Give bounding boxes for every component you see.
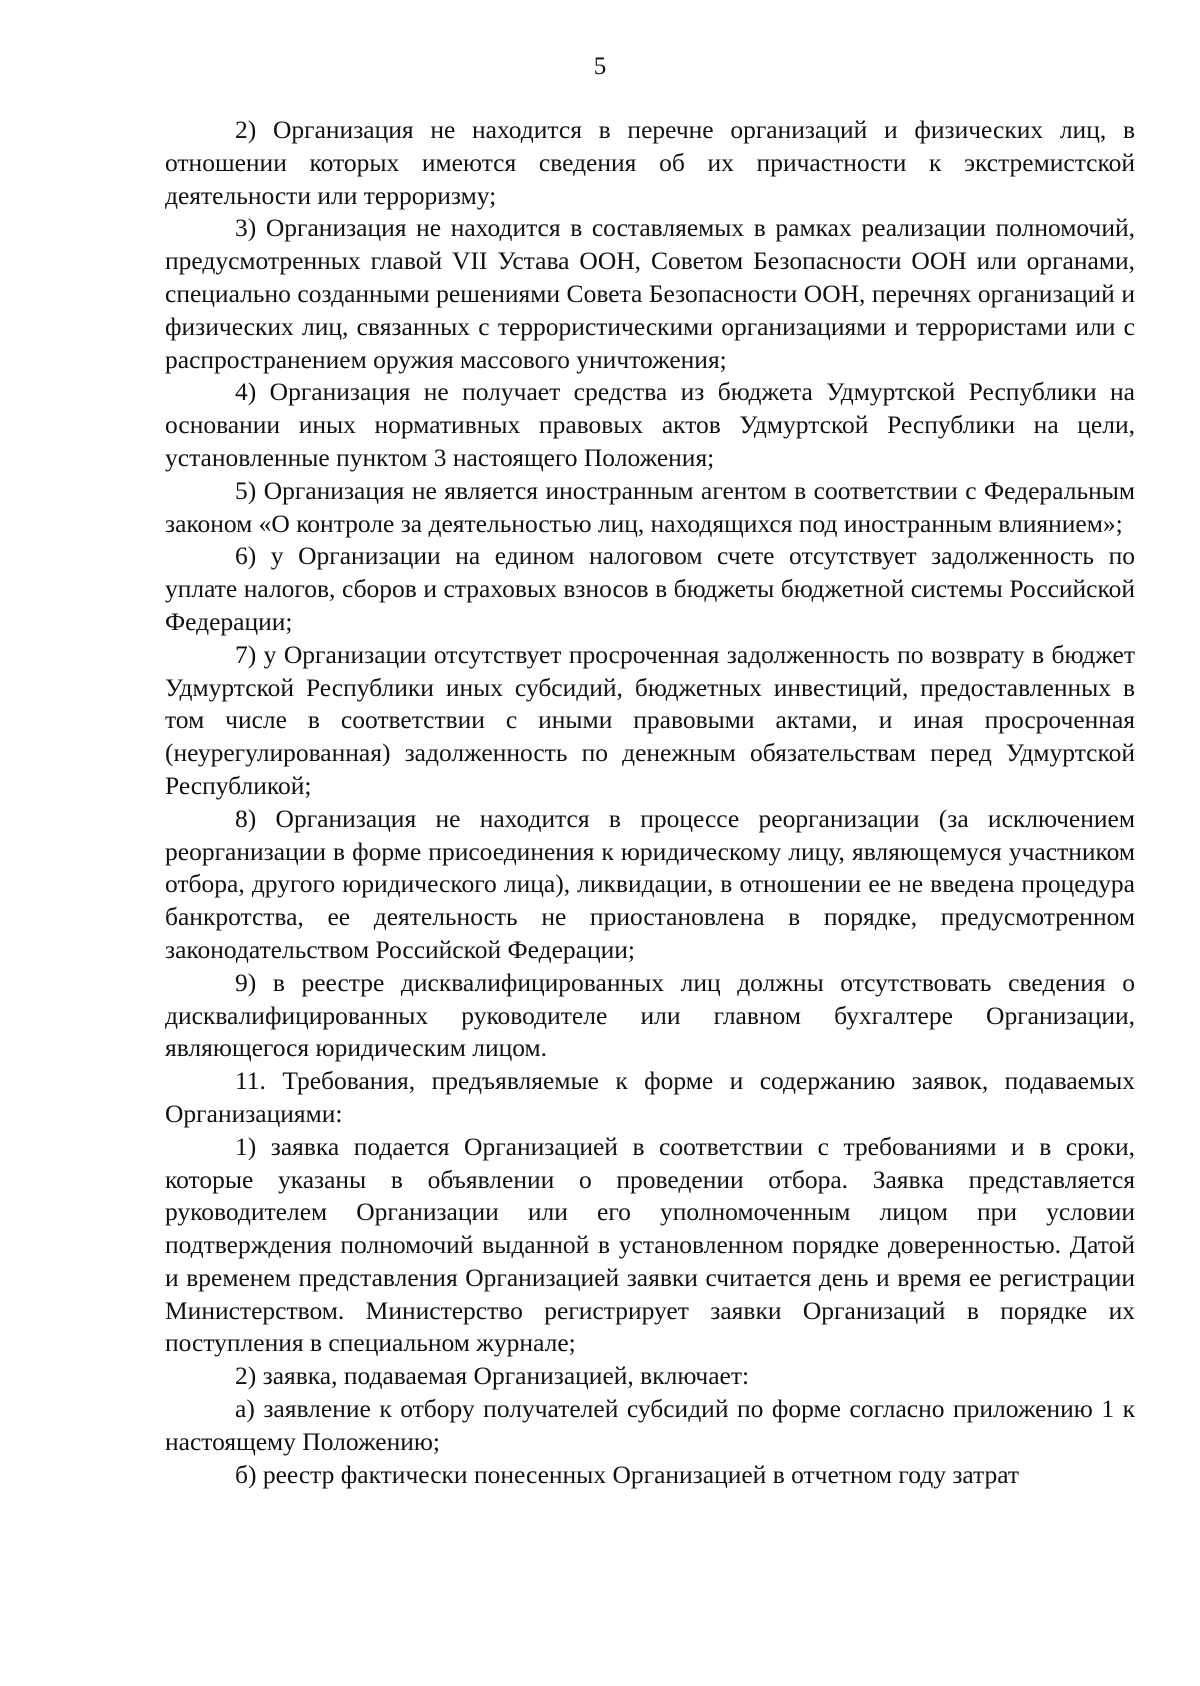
- paragraph-item-2: 2) Организация не находится в перечне организаций и физических лиц, в отношении которых имеются сведения об их причастности к экстремистской деятельности или терроризму;: [165, 115, 1135, 210]
- document-body: [165, 114, 1135, 1491]
- paragraph-item-9: 9) в реестре дисквалифицированных лиц должны отсутствовать сведения о дисквалифицированных руководителе или главном бухгалтере Организации, являющегося юридическим лицом.: [165, 967, 1135, 1063]
- paragraph-item-6: 6) у Организации на едином налоговом счете отсутствует задолженность по уплате налогов, сборов и страховых взносов в бюджеты бюджетной системы Российской Федерации;: [165, 541, 1135, 636]
- paragraph-item-3: 3) Организация не находится в составляемых в рамках реализации полномочий, предусмотренных главой VII Устава ООН, Советом Безопасности ООН или органами, специально созданными решениями Совета Безопасности ООН, перечнях организаций и физических лиц, связанных с террористическими организациями и террористами или с распространением оружия массового уничтожения;: [165, 213, 1135, 374]
- page-number: 5: [593, 53, 607, 80]
- paragraph-item-8: 8) Организация не находится в процессе реорганизации (за исключением реорганизации в форме присоединения к юридическому лицу, являющемуся участником отбора, другого юридического лица), ликвидации, в отношении ее не введена процедура банкротства, ее деятельность не приостановлена в порядке, предусмотренном законодательством Российской Федерации;: [165, 803, 1135, 964]
- paragraph-item-4: 4) Организация не получает средства из бюджета Удмуртской Республики на основании иных нормативных правовых актов Удмуртской Республики на цели, установленные пунктом 3 настоящего Положения;: [165, 377, 1135, 472]
- paragraph-item-5: 5) Организация не является иностранным агентом в соответствии с Федеральным законом «О контроле за деятельностью лиц, находящихся под иностранным влиянием»;: [165, 475, 1135, 538]
- section-11-heading: 11. Требования, предъявляемые к форме и содержанию заявок, подаваемых Организациями:: [165, 1066, 1135, 1128]
- paragraph-subitem-2: 2) заявка, подаваемая Организацией, включает:: [235, 1361, 750, 1391]
- paragraph-subitem-1: 1) заявка подается Организацией в соответствии с требованиями и в сроки, которые указаны в объявлении о проведении отбора. Заявка представляется руководителем Организации или его уполномоченным лицом при условии подтверждения полномочий выданной в установленном порядке доверенностью. Датой и временем представления Организацией заявки считается день и время ее регистрации Министерством. Министерство регистрирует заявки Организаций в порядке их поступления в специальном журнале;: [165, 1131, 1135, 1358]
- paragraph-item-7: 7) у Организации отсутствует просроченная задолженность по возврату в бюджет Удмуртской Республики иных субсидий, бюджетных инвестиций, предоставленных в том числе в соответствии с иными правовыми актами, и иная просроченная (неурегулированная) задолженность по денежным обязательствам перед Удмуртской Республикой;: [165, 639, 1135, 800]
- paragraph-subitem-a: а) заявление к отбору получателей субсидий по форме согласно приложению 1 к настоящему Положению;: [165, 1394, 1135, 1456]
- paragraph-subitem-b: б) реестр фактически понесенных Организацией в отчетном году затрат: [235, 1459, 1020, 1489]
